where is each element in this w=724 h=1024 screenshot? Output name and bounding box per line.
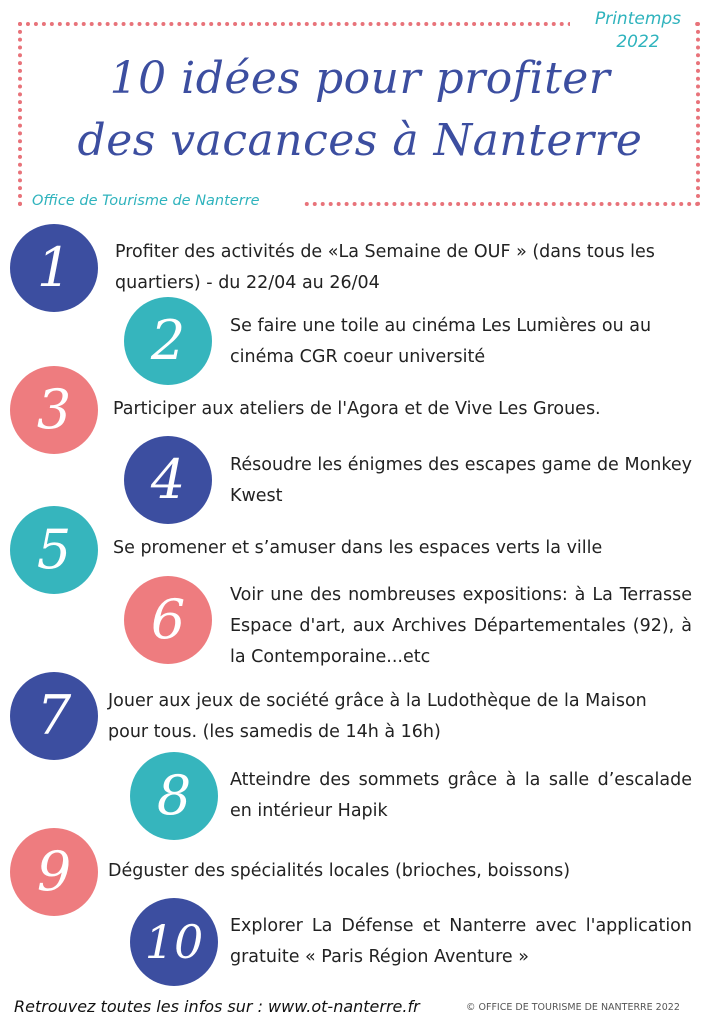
idea-text-10: Explorer La Défense et Nanterre avec l'application gratuite « Paris Région Aventure » <box>230 916 692 967</box>
number-circle-3: 3 <box>10 366 98 454</box>
idea-text-6: Voir une des nombreuses expositions: à La Terrasse Espace d'art, aux Archives Départementales (92), à la Contemporaine...etc <box>230 585 692 667</box>
season-name: Printemps <box>594 9 682 29</box>
number-circle-2: 2 <box>124 297 212 385</box>
idea-text-3: Participer aux ateliers de l'Agora et de Vive Les Groues. <box>113 399 601 419</box>
season-year: 2022 <box>616 32 660 52</box>
title-line-1: 10 idées pour profiter <box>109 53 611 104</box>
number-circle-4: 4 <box>124 436 212 524</box>
title-line-2: des vacances à Nanterre <box>77 115 643 166</box>
number-circle-7: 7 <box>10 672 98 760</box>
number-circle-5: 5 <box>10 506 98 594</box>
number-circle-10: 10 <box>130 898 218 986</box>
office-label: Office de Tourisme de Nanterre <box>32 193 260 209</box>
number-circle-6: 6 <box>124 576 212 664</box>
number-circle-8: 8 <box>130 752 218 840</box>
page-title <box>60 48 660 172</box>
idea-text-7: Jouer aux jeux de société grâce à la Ludothèque de la Maison pour tous. (les samedis de 14h à 16h) <box>108 691 647 742</box>
footer-website: Retrouvez toutes les infos sur : www.ot-nanterre.fr <box>14 997 420 1016</box>
idea-text-5: Se promener et s’amuser dans les espaces verts la ville <box>113 538 603 558</box>
idea-text-2: Se faire une toile au cinéma Les Lumières ou au cinéma CGR coeur université <box>230 316 652 367</box>
footer-copyright: © OFFICE DE TOURISME DE NANTERRE 2022 <box>466 1002 680 1013</box>
number-circle-1: 1 <box>10 224 98 312</box>
idea-text-1: Profiter des activités de «La Semaine de OUF » (dans tous les quartiers) - du 22/04 au 26/04 <box>115 242 655 293</box>
number-circle-9: 9 <box>10 828 98 916</box>
idea-text-8: Atteindre des sommets grâce à la salle d’escalade en intérieur Hapik <box>230 770 692 821</box>
idea-text-4: Résoudre les énigmes des escapes game de Monkey Kwest <box>230 455 692 506</box>
idea-text-9: Déguster des spécialités locales (brioches, boissons) <box>108 861 571 881</box>
